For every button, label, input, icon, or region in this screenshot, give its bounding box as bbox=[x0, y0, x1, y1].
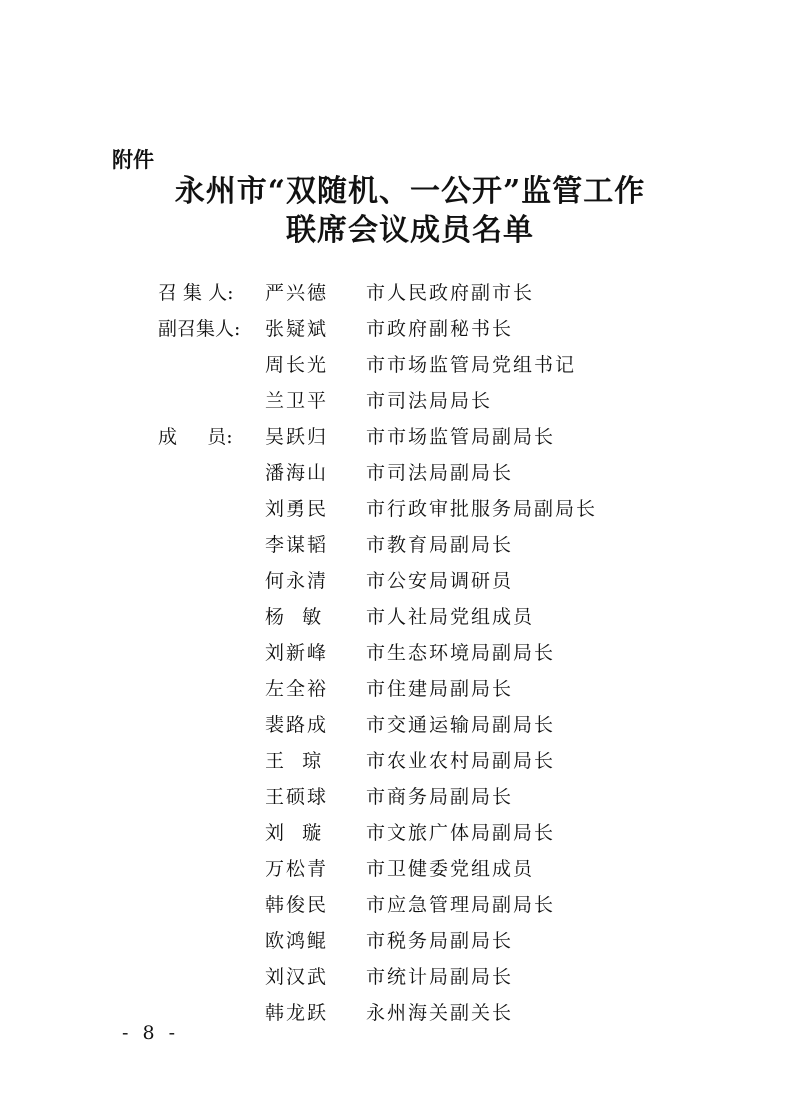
member-name: 兰卫平 bbox=[265, 390, 329, 412]
member-position: 市统计局副局长 bbox=[366, 966, 514, 988]
member-position: 市税务局副局长 bbox=[366, 930, 514, 952]
member-position: 市人民政府副市长 bbox=[366, 282, 535, 304]
member-position: 市司法局局长 bbox=[366, 390, 493, 412]
member-name: 刘勇民 bbox=[265, 498, 329, 520]
roster-row bbox=[158, 314, 718, 350]
member-name: 韩龙跃 bbox=[265, 1002, 329, 1024]
member-name: 周长光 bbox=[265, 354, 329, 376]
member-name: 张疑斌 bbox=[265, 318, 329, 340]
member-position: 市市场监管局副局长 bbox=[366, 426, 556, 448]
document-title-line-1: 永州市“双随机、一公开”监管工作 bbox=[174, 174, 646, 209]
member-name: 韩俊民 bbox=[265, 894, 329, 916]
member-name: 何永清 bbox=[265, 570, 329, 592]
member-name: 王 琼 bbox=[265, 750, 324, 772]
roster-row bbox=[158, 710, 718, 746]
member-position: 市生态环境局副局长 bbox=[366, 642, 556, 664]
roster-row bbox=[158, 782, 718, 818]
member-name: 左全裕 bbox=[265, 678, 329, 700]
member-position: 市人社局党组成员 bbox=[366, 606, 535, 628]
roster-row bbox=[158, 818, 718, 854]
member-name: 王硕球 bbox=[265, 786, 329, 808]
member-position: 市卫健委党组成员 bbox=[366, 858, 535, 880]
member-roster bbox=[158, 278, 718, 1034]
document-title-line-2: 联席会议成员名单 bbox=[286, 213, 534, 248]
roster-row bbox=[158, 890, 718, 926]
member-position: 市行政审批服务局副局长 bbox=[366, 498, 598, 520]
member-position: 市文旅广体局副局长 bbox=[366, 822, 556, 844]
roster-row bbox=[158, 998, 718, 1034]
member-position: 市商务局副局长 bbox=[366, 786, 514, 808]
member-position: 市交通运输局副局长 bbox=[366, 714, 556, 736]
member-position: 市司法局副局长 bbox=[366, 462, 514, 484]
member-position: 市应急管理局副局长 bbox=[366, 894, 556, 916]
roster-row bbox=[158, 530, 718, 566]
member-name: 万松青 bbox=[265, 858, 329, 880]
member-position: 市市场监管局党组书记 bbox=[366, 354, 577, 376]
roster-row bbox=[158, 350, 718, 386]
roster-row bbox=[158, 854, 718, 890]
roster-row bbox=[158, 278, 718, 314]
member-name: 吴跃归 bbox=[265, 426, 329, 448]
member-name: 严兴德 bbox=[265, 282, 329, 304]
member-name: 裴路成 bbox=[265, 714, 329, 736]
member-position: 永州海关副关长 bbox=[366, 1002, 514, 1024]
roster-row bbox=[158, 566, 718, 602]
roster-row bbox=[158, 494, 718, 530]
member-position: 市公安局调研员 bbox=[366, 570, 514, 592]
role-label: 成 员: bbox=[158, 426, 233, 448]
roster-row bbox=[158, 602, 718, 638]
roster-row bbox=[158, 962, 718, 998]
roster-row bbox=[158, 926, 718, 962]
member-name: 刘新峰 bbox=[265, 642, 329, 664]
page-number: - 8 - bbox=[122, 1022, 180, 1044]
role-label: 召 集 人: bbox=[158, 282, 234, 304]
roster-row bbox=[158, 674, 718, 710]
member-name: 潘海山 bbox=[265, 462, 329, 484]
member-position: 市农业农村局副局长 bbox=[366, 750, 556, 772]
member-name: 刘汉武 bbox=[265, 966, 329, 988]
member-name: 欧鸿鲲 bbox=[265, 930, 329, 952]
member-position: 市政府副秘书长 bbox=[366, 318, 514, 340]
role-label: 副召集人: bbox=[158, 318, 241, 340]
roster-row bbox=[158, 638, 718, 674]
roster-row bbox=[158, 746, 718, 782]
member-name: 杨 敏 bbox=[265, 606, 324, 628]
member-name: 李谋韬 bbox=[265, 534, 329, 556]
member-name: 刘 璇 bbox=[265, 822, 324, 844]
attachment-label: 附件 bbox=[112, 148, 154, 172]
roster-row bbox=[158, 422, 718, 458]
roster-row bbox=[158, 458, 718, 494]
member-position: 市教育局副局长 bbox=[366, 534, 514, 556]
member-position: 市住建局副局长 bbox=[366, 678, 514, 700]
roster-row bbox=[158, 386, 718, 422]
